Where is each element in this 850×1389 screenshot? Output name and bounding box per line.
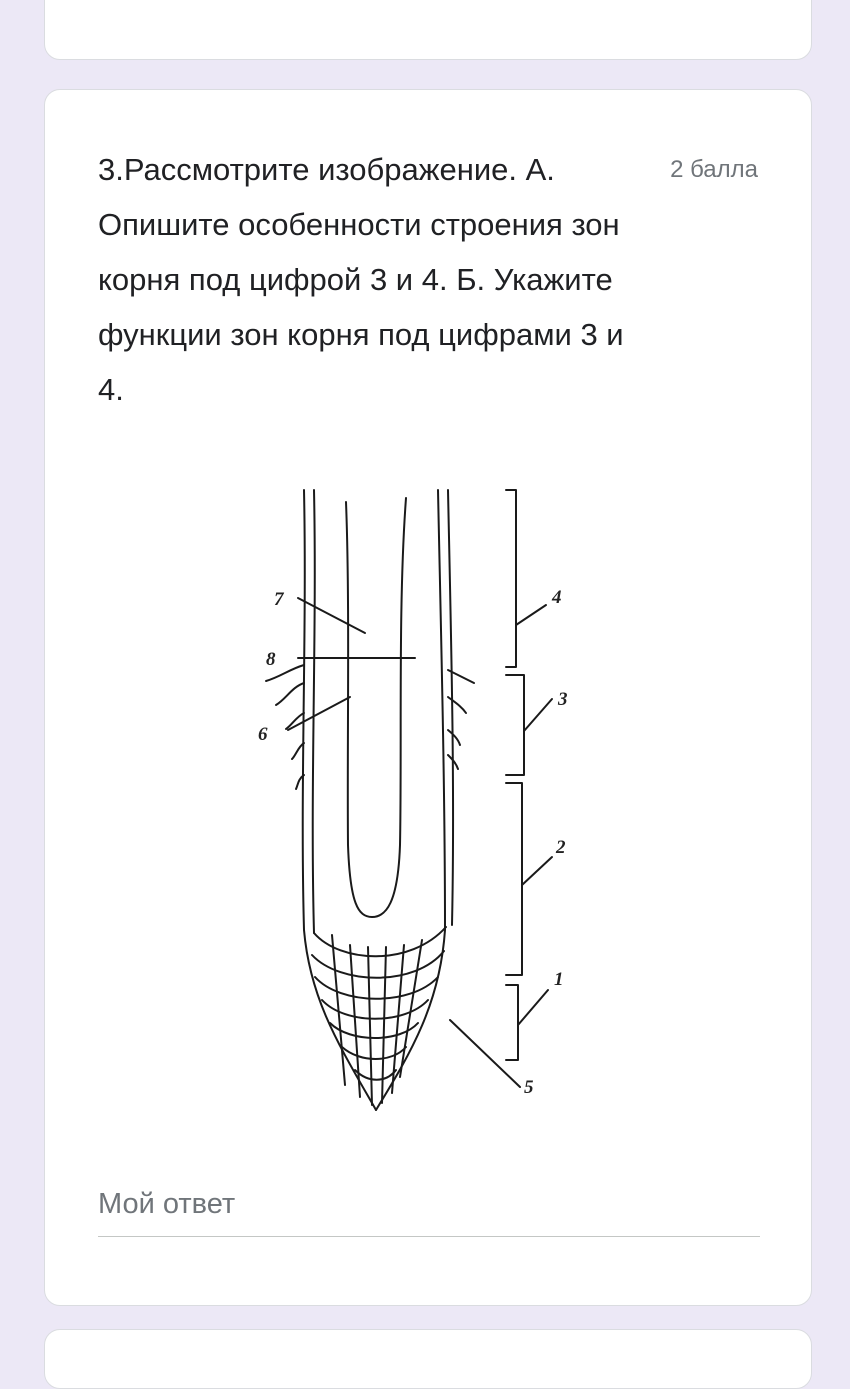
- question-card: [44, 89, 812, 1306]
- zone-label-7: 7: [274, 589, 284, 610]
- answer-underline: [98, 1236, 760, 1237]
- next-question-card: [44, 1329, 812, 1389]
- zone-label-3: 3: [558, 689, 568, 710]
- question-title: 3.Рассмотрите изображение. А. Опишите особенности строения зон корня под цифрой 3 и 4. Б. Укажите функции зон корня под цифрами 3 и 4.: [98, 152, 624, 407]
- zone-label-8: 8: [266, 649, 276, 670]
- zone-label-1: 1: [554, 969, 564, 990]
- question-points: 2 балла: [670, 156, 758, 183]
- answer-input[interactable]: Мой ответ: [98, 1188, 236, 1220]
- zone-label-5: 5: [524, 1077, 534, 1098]
- zone-label-2: 2: [556, 837, 566, 858]
- zone-label-6: 6: [258, 724, 268, 745]
- zone-label-4: 4: [552, 587, 562, 608]
- previous-question-card: [44, 0, 812, 60]
- root-zones-image: [200, 485, 600, 1125]
